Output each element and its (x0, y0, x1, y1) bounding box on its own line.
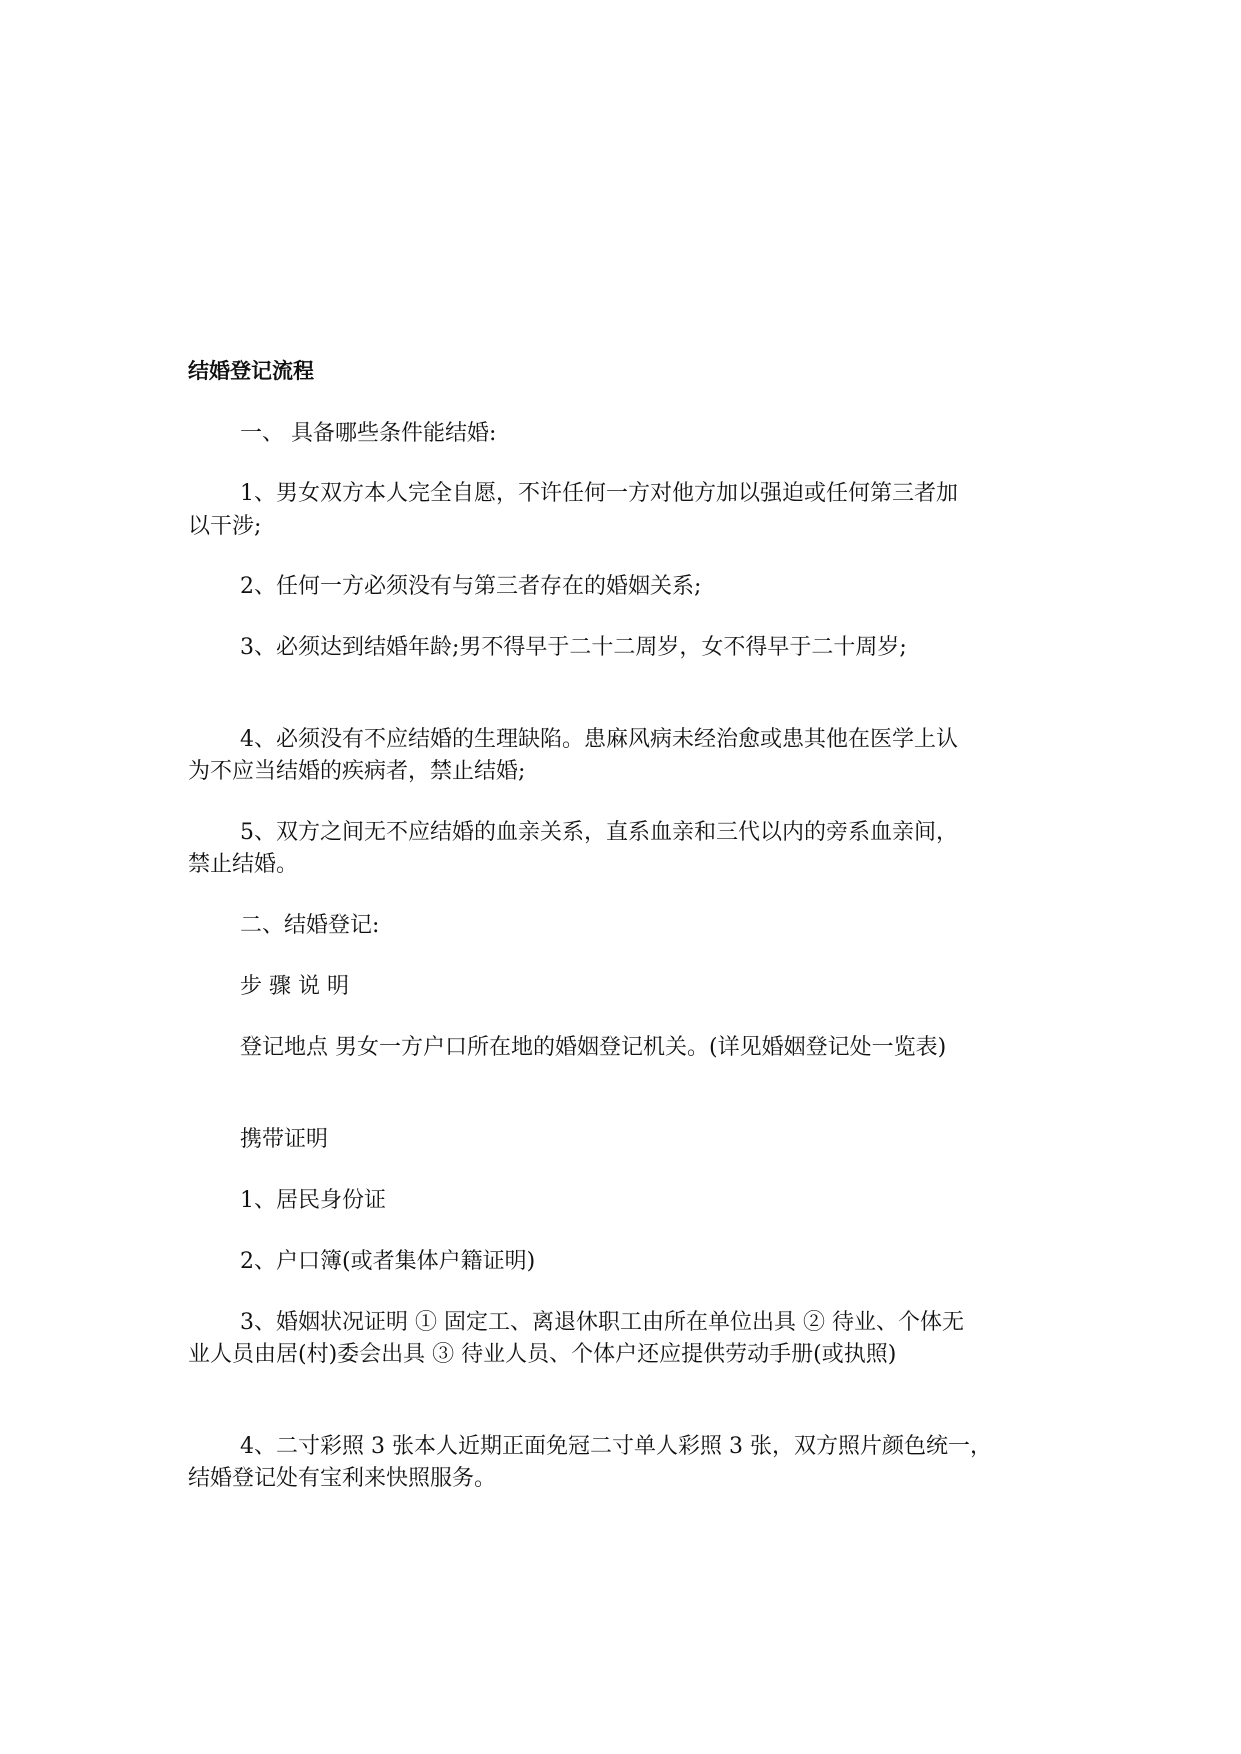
document-item-1: 1、居民身份证 (240, 1188, 386, 1213)
condition-4-line1: 4、必须没有不应结婚的生理缺陷。患麻风病未经治愈或患其他在医学上认 (240, 727, 958, 752)
section1-heading: 一、 具备哪些条件能结婚: (240, 421, 497, 446)
document-item-4-line1: 4、二寸彩照 3 张本人近期正面免冠二寸单人彩照 3 张，双方照片颜色统一， (240, 1434, 992, 1459)
section2-heading: 二、结婚登记: (240, 913, 380, 938)
document-title: 结婚登记流程 (188, 359, 314, 383)
condition-1-line2: 以干涉; (188, 514, 262, 539)
condition-5-line1: 5、双方之间无不应结婚的血亲关系，直系血亲和三代以内的旁系血亲间， (240, 820, 958, 845)
condition-2: 2、任何一方必须没有与第三者存在的婚姻关系; (240, 574, 702, 599)
document-item-2: 2、户口簿(或者集体户籍证明) (240, 1249, 536, 1274)
condition-3: 3、必须达到结婚年龄;男不得早于二十二周岁，女不得早于二十周岁; (240, 635, 907, 660)
condition-1-line1: 1、男女双方本人完全自愿，不许任何一方对他方加以强迫或任何第三者加 (240, 481, 958, 506)
condition-5-line2: 禁止结婚。 (188, 852, 299, 877)
document-item-3-line1: 3、婚姻状况证明 ① 固定工、离退休职工由所在单位出具 ② 待业、个体无 (240, 1310, 964, 1335)
document-item-3-line2: 业人员由居(村)委会出具 ③ 待业人员、个体户还应提供劳动手册(或执照) (188, 1342, 897, 1367)
location-line: 登记地点 男女一方户口所在地的婚姻登记机关。(详见婚姻登记处一览表) (240, 1035, 947, 1060)
documents-heading: 携带证明 (240, 1127, 329, 1152)
document-item-4-line2: 结婚登记处有宝利来快照服务。 (188, 1466, 497, 1491)
steps-heading: 步 骤 说 明 (240, 974, 349, 999)
condition-4-line2: 为不应当结婚的疾病者，禁止结婚; (188, 759, 526, 784)
